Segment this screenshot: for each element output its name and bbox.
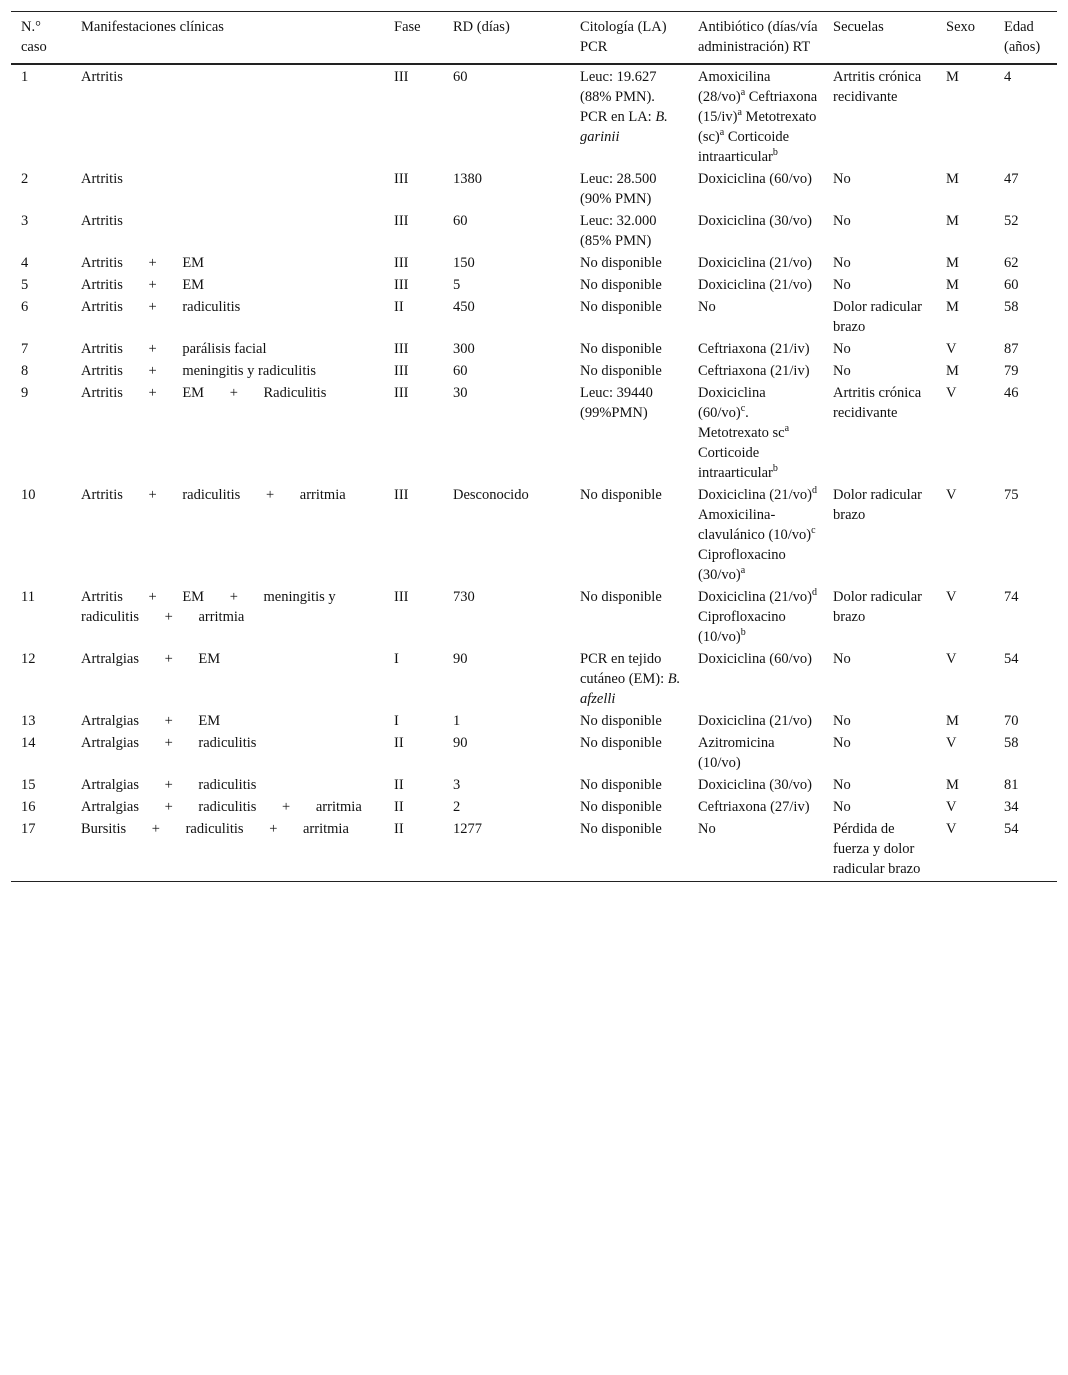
rd-days: 90 xyxy=(453,651,468,667)
manifestation-item: radiculitis xyxy=(198,777,257,793)
case-number: 7 xyxy=(21,341,29,357)
cell-text: Doxiciclina (21/vo) xyxy=(698,589,812,605)
sequelae: No xyxy=(833,735,851,751)
footnote-marker: a xyxy=(784,423,790,435)
species-name: B. garinii xyxy=(580,109,668,145)
cell-text: No disponible xyxy=(580,799,662,815)
rd-days: 450 xyxy=(453,299,475,315)
sequelae: No xyxy=(833,213,851,229)
sex: V xyxy=(946,341,957,357)
cell-text: No disponible xyxy=(580,299,662,315)
antibiotic xyxy=(688,774,823,796)
antibiotic xyxy=(688,796,823,818)
cell-text: Ceftriaxona (21/iv) xyxy=(698,341,810,357)
plus-separator: + xyxy=(148,255,157,271)
footnote-marker: c xyxy=(811,525,816,537)
plus-separator: + xyxy=(164,799,173,815)
sex: M xyxy=(946,213,959,229)
cell-text: No disponible xyxy=(580,341,662,357)
case-number: 11 xyxy=(21,589,35,605)
clinical-manifestations xyxy=(71,360,384,382)
antibiotic xyxy=(688,64,823,168)
plus-separator: + xyxy=(148,589,157,605)
sequelae: No xyxy=(833,713,851,729)
cell-text: Corticoide intraarticular xyxy=(698,129,790,165)
manifestation-item: radiculitis xyxy=(182,487,241,503)
cytology-pcr xyxy=(570,484,688,586)
footnote-marker: a xyxy=(740,87,746,99)
antibiotic xyxy=(688,484,823,586)
antibiotic xyxy=(688,382,823,484)
manifestation-item: Artritis xyxy=(81,277,123,293)
cytology-pcr xyxy=(570,774,688,796)
antibiotic xyxy=(688,338,823,360)
phase: II xyxy=(394,799,404,815)
phase: III xyxy=(394,487,409,503)
cell-text: No disponible xyxy=(580,277,662,293)
cell-text: Doxiciclina (30/vo) xyxy=(698,213,812,229)
cell-text: Ciprofloxacino (30/vo) xyxy=(698,547,786,583)
sequelae: No xyxy=(833,341,851,357)
sex: V xyxy=(946,385,957,401)
cytology-pcr xyxy=(570,648,688,710)
age: 34 xyxy=(1004,799,1019,815)
manifestation-item: EM xyxy=(182,277,205,293)
manifestation-item: EM xyxy=(182,255,205,271)
clinical-manifestations xyxy=(71,774,384,796)
cell-text: Doxiciclina (21/vo) xyxy=(698,487,812,503)
antibiotic xyxy=(688,818,823,882)
case-number: 2 xyxy=(21,171,29,187)
cell-text: Corticoide intraarticular xyxy=(698,445,773,481)
manifestation-item: radiculitis xyxy=(198,735,257,751)
case-number: 5 xyxy=(21,277,29,293)
cell-text: Leuc: 39440 (99%PMN) xyxy=(580,385,653,421)
manifestation-item: arritmia xyxy=(198,609,245,625)
phase: III xyxy=(394,363,409,379)
manifestation-item: radiculitis xyxy=(182,299,241,315)
case-number: 10 xyxy=(21,487,36,503)
sequelae: No xyxy=(833,799,851,815)
manifestation-item: Artralgias xyxy=(81,777,139,793)
cell-text: Leuc: 32.000 (85% PMN) xyxy=(580,213,657,249)
rd-days: 1 xyxy=(453,713,461,729)
footnote-marker: b xyxy=(772,463,778,475)
header-row xyxy=(11,12,1057,65)
cell-text: No xyxy=(698,821,716,837)
clinical-manifestations xyxy=(71,274,384,296)
clinical-manifestations xyxy=(71,64,384,168)
manifestation-item: EM xyxy=(198,713,221,729)
plus-separator: + xyxy=(164,651,173,667)
rd-days: 30 xyxy=(453,385,468,401)
age: 52 xyxy=(1004,213,1019,229)
plus-separator: + xyxy=(148,363,157,379)
case-number: 12 xyxy=(21,651,36,667)
manifestation-item: radiculitis xyxy=(185,821,244,837)
sex: M xyxy=(946,255,959,271)
header-sexo: Sexo xyxy=(936,12,994,65)
cell-text: Doxiciclina (30/vo) xyxy=(698,777,812,793)
manifestation-item: Artritis xyxy=(81,299,123,315)
table-row xyxy=(11,484,1057,586)
manifestation-item: radiculitis xyxy=(198,799,257,815)
rd-days: 3 xyxy=(453,777,461,793)
antibiotic xyxy=(688,274,823,296)
plus-separator: + xyxy=(151,821,160,837)
plus-separator: + xyxy=(164,777,173,793)
rd-days: Desconocido xyxy=(453,487,529,503)
sequelae: Dolor radicular brazo xyxy=(833,589,922,625)
table-row xyxy=(11,732,1057,774)
antibiotic xyxy=(688,210,823,252)
age: 4 xyxy=(1004,69,1012,85)
antibiotic xyxy=(688,732,823,774)
sex: M xyxy=(946,713,959,729)
sex: M xyxy=(946,171,959,187)
clinical-cases-table xyxy=(11,11,1057,882)
sequelae: No xyxy=(833,363,851,379)
age: 54 xyxy=(1004,651,1019,667)
sex: M xyxy=(946,777,959,793)
table-row xyxy=(11,648,1057,710)
manifestation-item: Artralgias xyxy=(81,735,139,751)
table-container xyxy=(11,11,1057,882)
manifestation-item: Artritis xyxy=(81,213,123,229)
age: 62 xyxy=(1004,255,1019,271)
manifestation-item: arritmia xyxy=(299,487,346,503)
phase: I xyxy=(394,651,399,667)
manifestation-item: meningitis y radiculitis xyxy=(182,363,317,379)
cytology-pcr xyxy=(570,210,688,252)
phase: III xyxy=(394,341,409,357)
manifestation-item: arritmia xyxy=(315,799,362,815)
age: 58 xyxy=(1004,299,1019,315)
sex: V xyxy=(946,487,957,503)
manifestation-item: parálisis facial xyxy=(182,341,267,357)
manifestation-item: Artritis xyxy=(81,487,123,503)
age: 47 xyxy=(1004,171,1019,187)
cell-text: No disponible xyxy=(580,487,662,503)
header-citologia: Citología (LA) PCR xyxy=(570,12,688,65)
plus-separator: + xyxy=(282,799,291,815)
sequelae: Artritis crónica recidivante xyxy=(833,69,922,105)
antibiotic xyxy=(688,296,823,338)
antibiotic xyxy=(688,252,823,274)
footnote-marker: b xyxy=(740,627,746,639)
cell-text: Azitromicina (10/vo) xyxy=(698,735,775,771)
table-body xyxy=(11,64,1057,882)
sex: M xyxy=(946,69,959,85)
manifestation-item: meningitis y radiculitis xyxy=(81,589,336,625)
table-row xyxy=(11,818,1057,882)
header-caso: N.° caso xyxy=(11,12,71,65)
cell-text: Ciprofloxacino (10/vo) xyxy=(698,609,786,645)
cell-text: Ceftriaxona (21/iv) xyxy=(698,363,810,379)
phase: II xyxy=(394,299,404,315)
cytology-pcr xyxy=(570,252,688,274)
cell-text: Doxiciclina (21/vo) xyxy=(698,255,812,271)
case-number: 4 xyxy=(21,255,29,271)
manifestation-item: EM xyxy=(182,589,205,605)
phase: III xyxy=(394,69,409,85)
plus-separator: + xyxy=(148,277,157,293)
cytology-pcr xyxy=(570,732,688,774)
age: 54 xyxy=(1004,821,1019,837)
cell-text: Amoxicilina (28/vo) xyxy=(698,69,771,105)
table-row xyxy=(11,796,1057,818)
sequelae: Pérdida de fuerza y dolor radicular brazo xyxy=(833,821,921,877)
sex: V xyxy=(946,735,957,751)
plus-separator: + xyxy=(229,385,238,401)
plus-separator: + xyxy=(164,609,173,625)
age: 75 xyxy=(1004,487,1019,503)
manifestation-item: EM xyxy=(198,651,221,667)
table-row xyxy=(11,586,1057,648)
cytology-pcr xyxy=(570,586,688,648)
cytology-pcr xyxy=(570,338,688,360)
case-number: 8 xyxy=(21,363,29,379)
cell-text: . Metotrexato sc xyxy=(698,405,785,441)
cell-text: Doxiciclina (21/vo) xyxy=(698,713,812,729)
phase: I xyxy=(394,713,399,729)
header-antibiotico: Antibiótico (días/vía administración) RT xyxy=(688,12,823,65)
table-row xyxy=(11,382,1057,484)
phase: III xyxy=(394,213,409,229)
plus-separator: + xyxy=(164,735,173,751)
manifestation-item: Artritis xyxy=(81,341,123,357)
rd-days: 90 xyxy=(453,735,468,751)
manifestation-item: Artritis xyxy=(81,385,123,401)
cytology-pcr xyxy=(570,710,688,732)
cell-text: Doxiciclina (60/vo) xyxy=(698,651,812,667)
plus-separator: + xyxy=(148,487,157,503)
rd-days: 60 xyxy=(453,363,468,379)
header-edad: Edad (años) xyxy=(994,12,1057,65)
age: 79 xyxy=(1004,363,1019,379)
cell-text: No xyxy=(698,299,716,315)
cell-text: Leuc: 28.500 (90% PMN) xyxy=(580,171,657,207)
age: 74 xyxy=(1004,589,1019,605)
table-row xyxy=(11,296,1057,338)
cell-text: No disponible xyxy=(580,713,662,729)
cytology-pcr xyxy=(570,168,688,210)
case-number: 17 xyxy=(21,821,36,837)
clinical-manifestations xyxy=(71,796,384,818)
species-name: B. afzelli xyxy=(580,671,681,707)
footnote-marker: a xyxy=(740,565,746,577)
manifestation-item: Radiculitis xyxy=(263,385,327,401)
cell-text: Doxiciclina (60/vo) xyxy=(698,385,766,421)
table-row xyxy=(11,168,1057,210)
cytology-pcr xyxy=(570,818,688,882)
cytology-pcr xyxy=(570,360,688,382)
cell-text: PCR en tejido cutáneo (EM): xyxy=(580,651,668,687)
phase: II xyxy=(394,735,404,751)
cell-text: Leuc: 19.627 (88% PMN). PCR en LA: xyxy=(580,69,657,125)
manifestation-item: Artritis xyxy=(81,589,123,605)
cell-text: No disponible xyxy=(580,255,662,271)
phase: III xyxy=(394,385,409,401)
age: 81 xyxy=(1004,777,1019,793)
cell-text: Metotrexato (sc) xyxy=(698,109,817,145)
case-number: 13 xyxy=(21,713,36,729)
sequelae: Dolor radicular brazo xyxy=(833,299,922,335)
plus-separator: + xyxy=(164,713,173,729)
phase: II xyxy=(394,777,404,793)
manifestation-item: Artralgias xyxy=(81,799,139,815)
footnote-marker: d xyxy=(811,485,817,497)
clinical-manifestations xyxy=(71,586,384,648)
clinical-manifestations xyxy=(71,710,384,732)
age: 46 xyxy=(1004,385,1019,401)
rd-days: 1380 xyxy=(453,171,482,187)
phase: III xyxy=(394,277,409,293)
header-secuelas: Secuelas xyxy=(823,12,936,65)
manifestation-item: Artralgias xyxy=(81,713,139,729)
cell-text: No disponible xyxy=(580,777,662,793)
manifestation-item: EM xyxy=(182,385,205,401)
case-number: 15 xyxy=(21,777,36,793)
sex: M xyxy=(946,277,959,293)
header-manifestaciones: Manifestaciones clínicas xyxy=(71,12,384,65)
plus-separator: + xyxy=(148,385,157,401)
table-row xyxy=(11,774,1057,796)
plus-separator: + xyxy=(269,821,278,837)
clinical-manifestations xyxy=(71,818,384,882)
cell-text: Doxiciclina (21/vo) xyxy=(698,277,812,293)
age: 60 xyxy=(1004,277,1019,293)
case-number: 1 xyxy=(21,69,29,85)
sequelae: Dolor radicular brazo xyxy=(833,487,922,523)
sequelae: No xyxy=(833,171,851,187)
sex: V xyxy=(946,651,957,667)
clinical-manifestations xyxy=(71,338,384,360)
clinical-manifestations xyxy=(71,168,384,210)
cell-text: Amoxicilina-clavulánico (10/vo) xyxy=(698,507,812,543)
plus-separator: + xyxy=(229,589,238,605)
clinical-manifestations xyxy=(71,252,384,274)
cell-text: Doxiciclina (60/vo) xyxy=(698,171,812,187)
age: 70 xyxy=(1004,713,1019,729)
cytology-pcr xyxy=(570,64,688,168)
clinical-manifestations xyxy=(71,732,384,774)
plus-separator: + xyxy=(148,341,157,357)
case-number: 14 xyxy=(21,735,36,751)
cell-text: Ceftriaxona (15/iv) xyxy=(698,89,818,125)
sequelae: No xyxy=(833,777,851,793)
manifestation-item: Artritis xyxy=(81,363,123,379)
header-rd: RD (días) xyxy=(443,12,570,65)
antibiotic xyxy=(688,710,823,732)
cytology-pcr xyxy=(570,382,688,484)
manifestation-item: Artritis xyxy=(81,255,123,271)
table-row xyxy=(11,360,1057,382)
antibiotic xyxy=(688,360,823,382)
cell-text: No disponible xyxy=(580,589,662,605)
clinical-manifestations xyxy=(71,382,384,484)
phase: III xyxy=(394,255,409,271)
case-number: 3 xyxy=(21,213,29,229)
footnote-marker: d xyxy=(811,587,817,599)
cell-text: No disponible xyxy=(580,363,662,379)
table-row xyxy=(11,64,1057,168)
sequelae: Artritis crónica recidivante xyxy=(833,385,922,421)
age: 87 xyxy=(1004,341,1019,357)
table-row xyxy=(11,710,1057,732)
sequelae: No xyxy=(833,255,851,271)
table-row xyxy=(11,338,1057,360)
case-number: 16 xyxy=(21,799,36,815)
rd-days: 150 xyxy=(453,255,475,271)
sex: V xyxy=(946,821,957,837)
clinical-manifestations xyxy=(71,210,384,252)
sequelae: No xyxy=(833,651,851,667)
table-row xyxy=(11,274,1057,296)
manifestation-item: Artritis xyxy=(81,69,123,85)
phase: III xyxy=(394,171,409,187)
cell-text: No disponible xyxy=(580,735,662,751)
sex: M xyxy=(946,299,959,315)
antibiotic xyxy=(688,586,823,648)
rd-days: 60 xyxy=(453,213,468,229)
manifestation-item: Artralgias xyxy=(81,651,139,667)
cytology-pcr xyxy=(570,796,688,818)
rd-days: 2 xyxy=(453,799,461,815)
age: 58 xyxy=(1004,735,1019,751)
case-number: 9 xyxy=(21,385,29,401)
footnote-marker: b xyxy=(772,147,778,159)
case-number: 6 xyxy=(21,299,29,315)
clinical-manifestations xyxy=(71,484,384,586)
rd-days: 730 xyxy=(453,589,475,605)
header-fase: Fase xyxy=(384,12,443,65)
antibiotic xyxy=(688,648,823,710)
clinical-manifestations xyxy=(71,296,384,338)
rd-days: 5 xyxy=(453,277,461,293)
phase: II xyxy=(394,821,404,837)
manifestation-item: Artritis xyxy=(81,171,123,187)
sequelae: No xyxy=(833,277,851,293)
footnote-marker: c xyxy=(740,403,746,415)
antibiotic xyxy=(688,168,823,210)
table-row xyxy=(11,210,1057,252)
cytology-pcr xyxy=(570,274,688,296)
plus-separator: + xyxy=(148,299,157,315)
footnote-marker: a xyxy=(719,127,725,139)
plus-separator: + xyxy=(265,487,275,503)
cell-text: No disponible xyxy=(580,821,662,837)
table-row xyxy=(11,252,1057,274)
rd-days: 60 xyxy=(453,69,468,85)
manifestation-item: arritmia xyxy=(303,821,349,837)
rd-days: 300 xyxy=(453,341,475,357)
sex: V xyxy=(946,589,957,605)
phase: III xyxy=(394,589,409,605)
cell-text: Ceftriaxona (27/iv) xyxy=(698,799,810,815)
clinical-manifestations xyxy=(71,648,384,710)
sex: V xyxy=(946,799,957,815)
cytology-pcr xyxy=(570,296,688,338)
footnote-marker: a xyxy=(737,107,742,119)
sex: M xyxy=(946,363,959,379)
manifestation-item: Bursitis xyxy=(81,821,127,837)
rd-days: 1277 xyxy=(453,821,482,837)
